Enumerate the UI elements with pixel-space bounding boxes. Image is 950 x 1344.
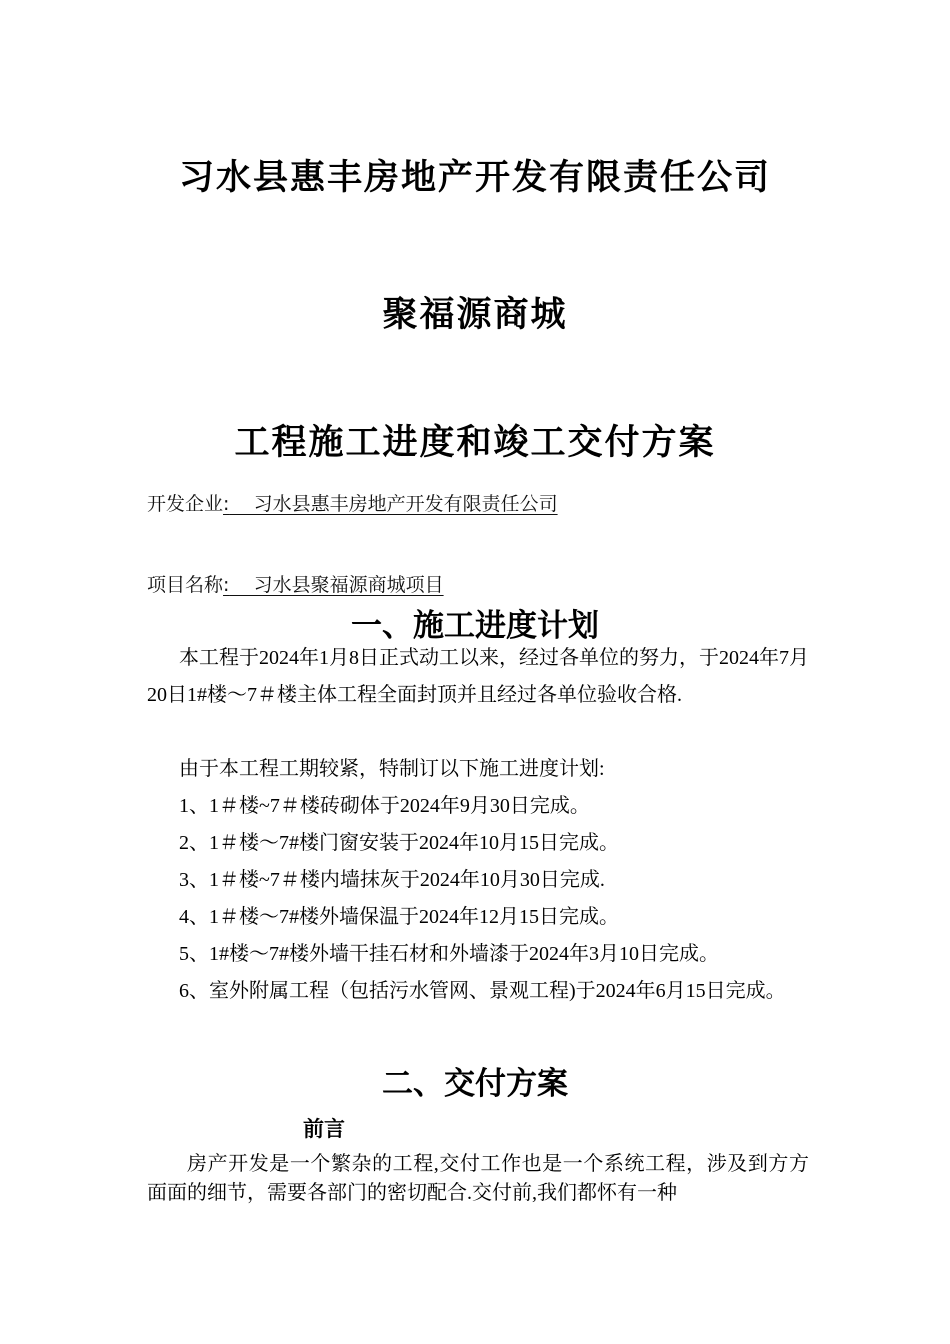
developer-colon: : (223, 493, 230, 515)
company-title: 习水县惠丰房地产开发有限责任公司 (178, 158, 771, 198)
project-name-label: 项目名称 (147, 574, 224, 596)
project-name-field (147, 570, 444, 597)
schedule-item: 3、1＃楼~7＃楼内墙抹灰于2024年10月30日完成. (179, 869, 605, 891)
section-heading-delivery: 二、交付方案 (382, 1066, 568, 1102)
schedule-lead-line: 由于本工程工期较紧，特制订以下施工进度计划: (179, 758, 605, 780)
project-name-value: 习水县聚福源商城项目 (229, 574, 444, 596)
developer-value: 习水县惠丰房地产开发有限责任公司 (229, 493, 558, 515)
schedule-item: 5、1#楼～7#楼外墙干挂石材和外墙漆于2024年3月10日完成。 (179, 943, 719, 965)
project-title: 聚福源商城 (382, 295, 568, 335)
schedule-item: 1、1＃楼~7＃楼砖砌体于2024年9月30日完成。 (179, 795, 590, 817)
developer-label: 开发企业 (147, 493, 224, 515)
preface-paragraph: 房产开发是一个繁杂的工程,交付工作也是一个系统工程，涉及到方方面面的细节，需要各部门的密切配合.交付前,我们都怀有一种 (147, 1153, 809, 1204)
preface-heading: 前言 (303, 1117, 345, 1141)
schedule-item: 2、1＃楼～7#楼门窗安装于2024年10月15日完成。 (179, 832, 619, 854)
schedule-item: 4、1＃楼～7#楼外墙保温于2024年12月15日完成。 (179, 906, 619, 928)
project-name-colon: : (223, 574, 230, 596)
document-title: 工程施工进度和竣工交付方案 (234, 423, 716, 463)
schedule-intro-paragraph: 本工程于2024年1月8日正式动工以来，经过各单位的努力，于2024年7月20日1#楼～7＃楼主体工程全面封顶并且经过各单位验收合格. (147, 647, 809, 706)
section-heading-schedule: 一、施工进度计划 (351, 608, 599, 644)
developer-field (147, 489, 558, 516)
schedule-item: 6、室外附属工程（包括污水管网、景观工程)于2024年6月15日完成。 (179, 980, 786, 1002)
